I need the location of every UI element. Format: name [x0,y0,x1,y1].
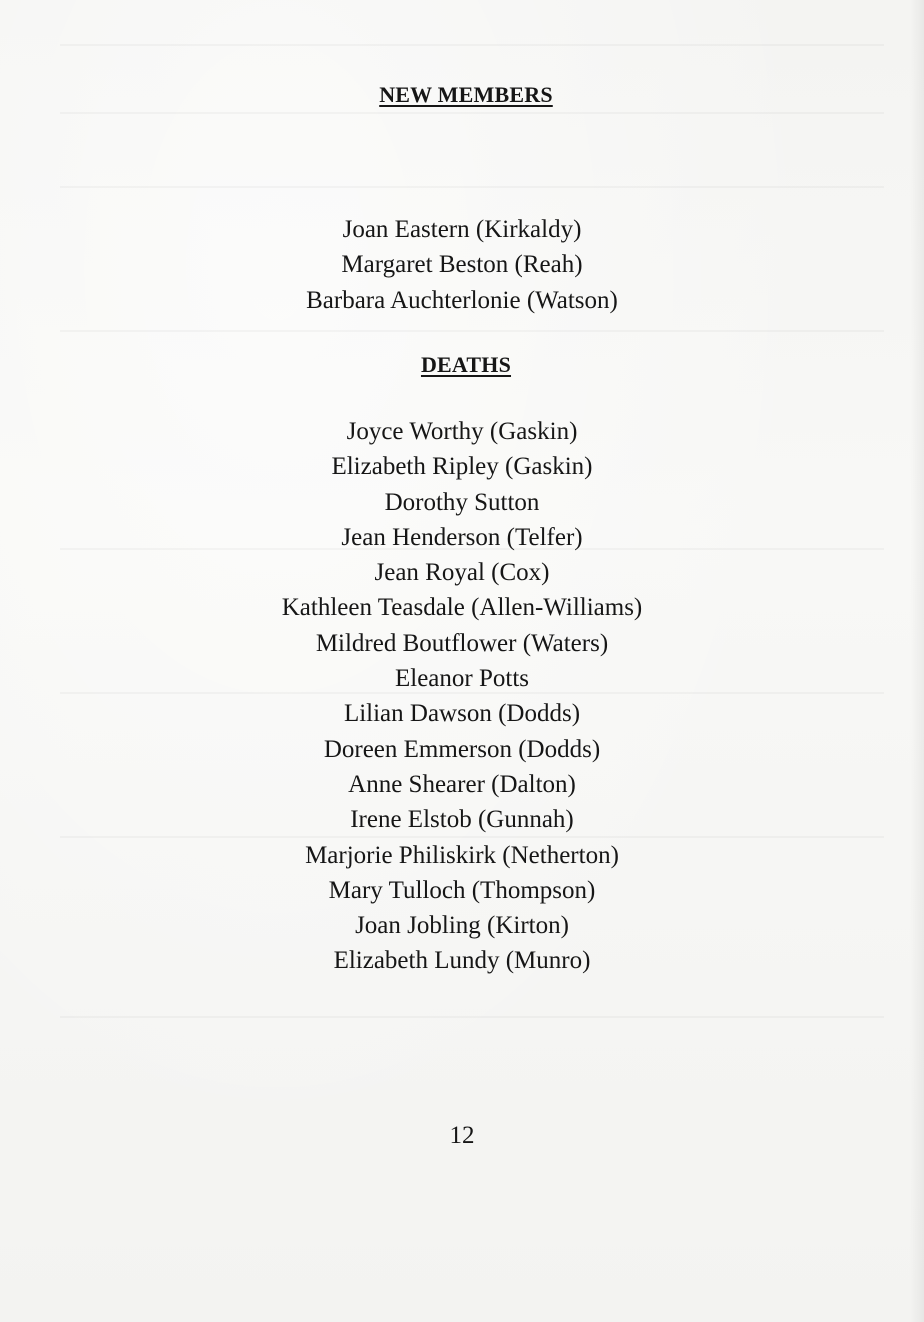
list-item: Eleanor Potts [394,665,529,693]
list-item: Dorothy Sutton [384,488,540,516]
list-item: Lilian Dawson (Dodds) [343,700,581,728]
list-item: Doreen Emmerson (Dodds) [323,735,601,763]
show-through-line [60,330,884,332]
show-through-line [60,1016,884,1018]
deaths-heading: DEATHS [420,352,512,377]
deaths-list [0,414,924,979]
list-item: Kathleen Teasdale (Allen-Williams) [281,594,643,622]
new-members-heading: NEW MEMBERS [379,82,553,107]
new-members-list [0,212,924,318]
show-through-line [60,44,884,46]
list-item: Joan Eastern (Kirkaldy) [342,216,582,243]
list-item: Anne Shearer (Dalton) [348,770,576,798]
list-item: Jean Royal (Cox) [374,559,550,587]
page-number: 12 [449,1122,475,1149]
list-item: Mary Tulloch (Thompson) [328,876,596,904]
list-item: Barbara Auchterlonie (Watson) [306,286,618,314]
list-item: Margaret Beston (Reah) [341,251,583,279]
list-item: Mildred Boutflower (Waters) [315,629,609,657]
show-through-line [60,186,884,188]
list-item: Jean Henderson (Telfer) [341,523,583,551]
list-item: Marjorie Philiskirk (Netherton) [305,841,619,869]
show-through-line [60,112,884,114]
list-item: Joan Jobling (Kirton) [355,912,569,940]
list-item: Joyce Worthy (Gaskin) [346,418,578,445]
list-item: Elizabeth Lundy (Munro) [333,947,591,975]
list-item: Irene Elstob (Gunnah) [350,806,574,834]
list-item: Elizabeth Ripley (Gaskin) [331,453,593,481]
